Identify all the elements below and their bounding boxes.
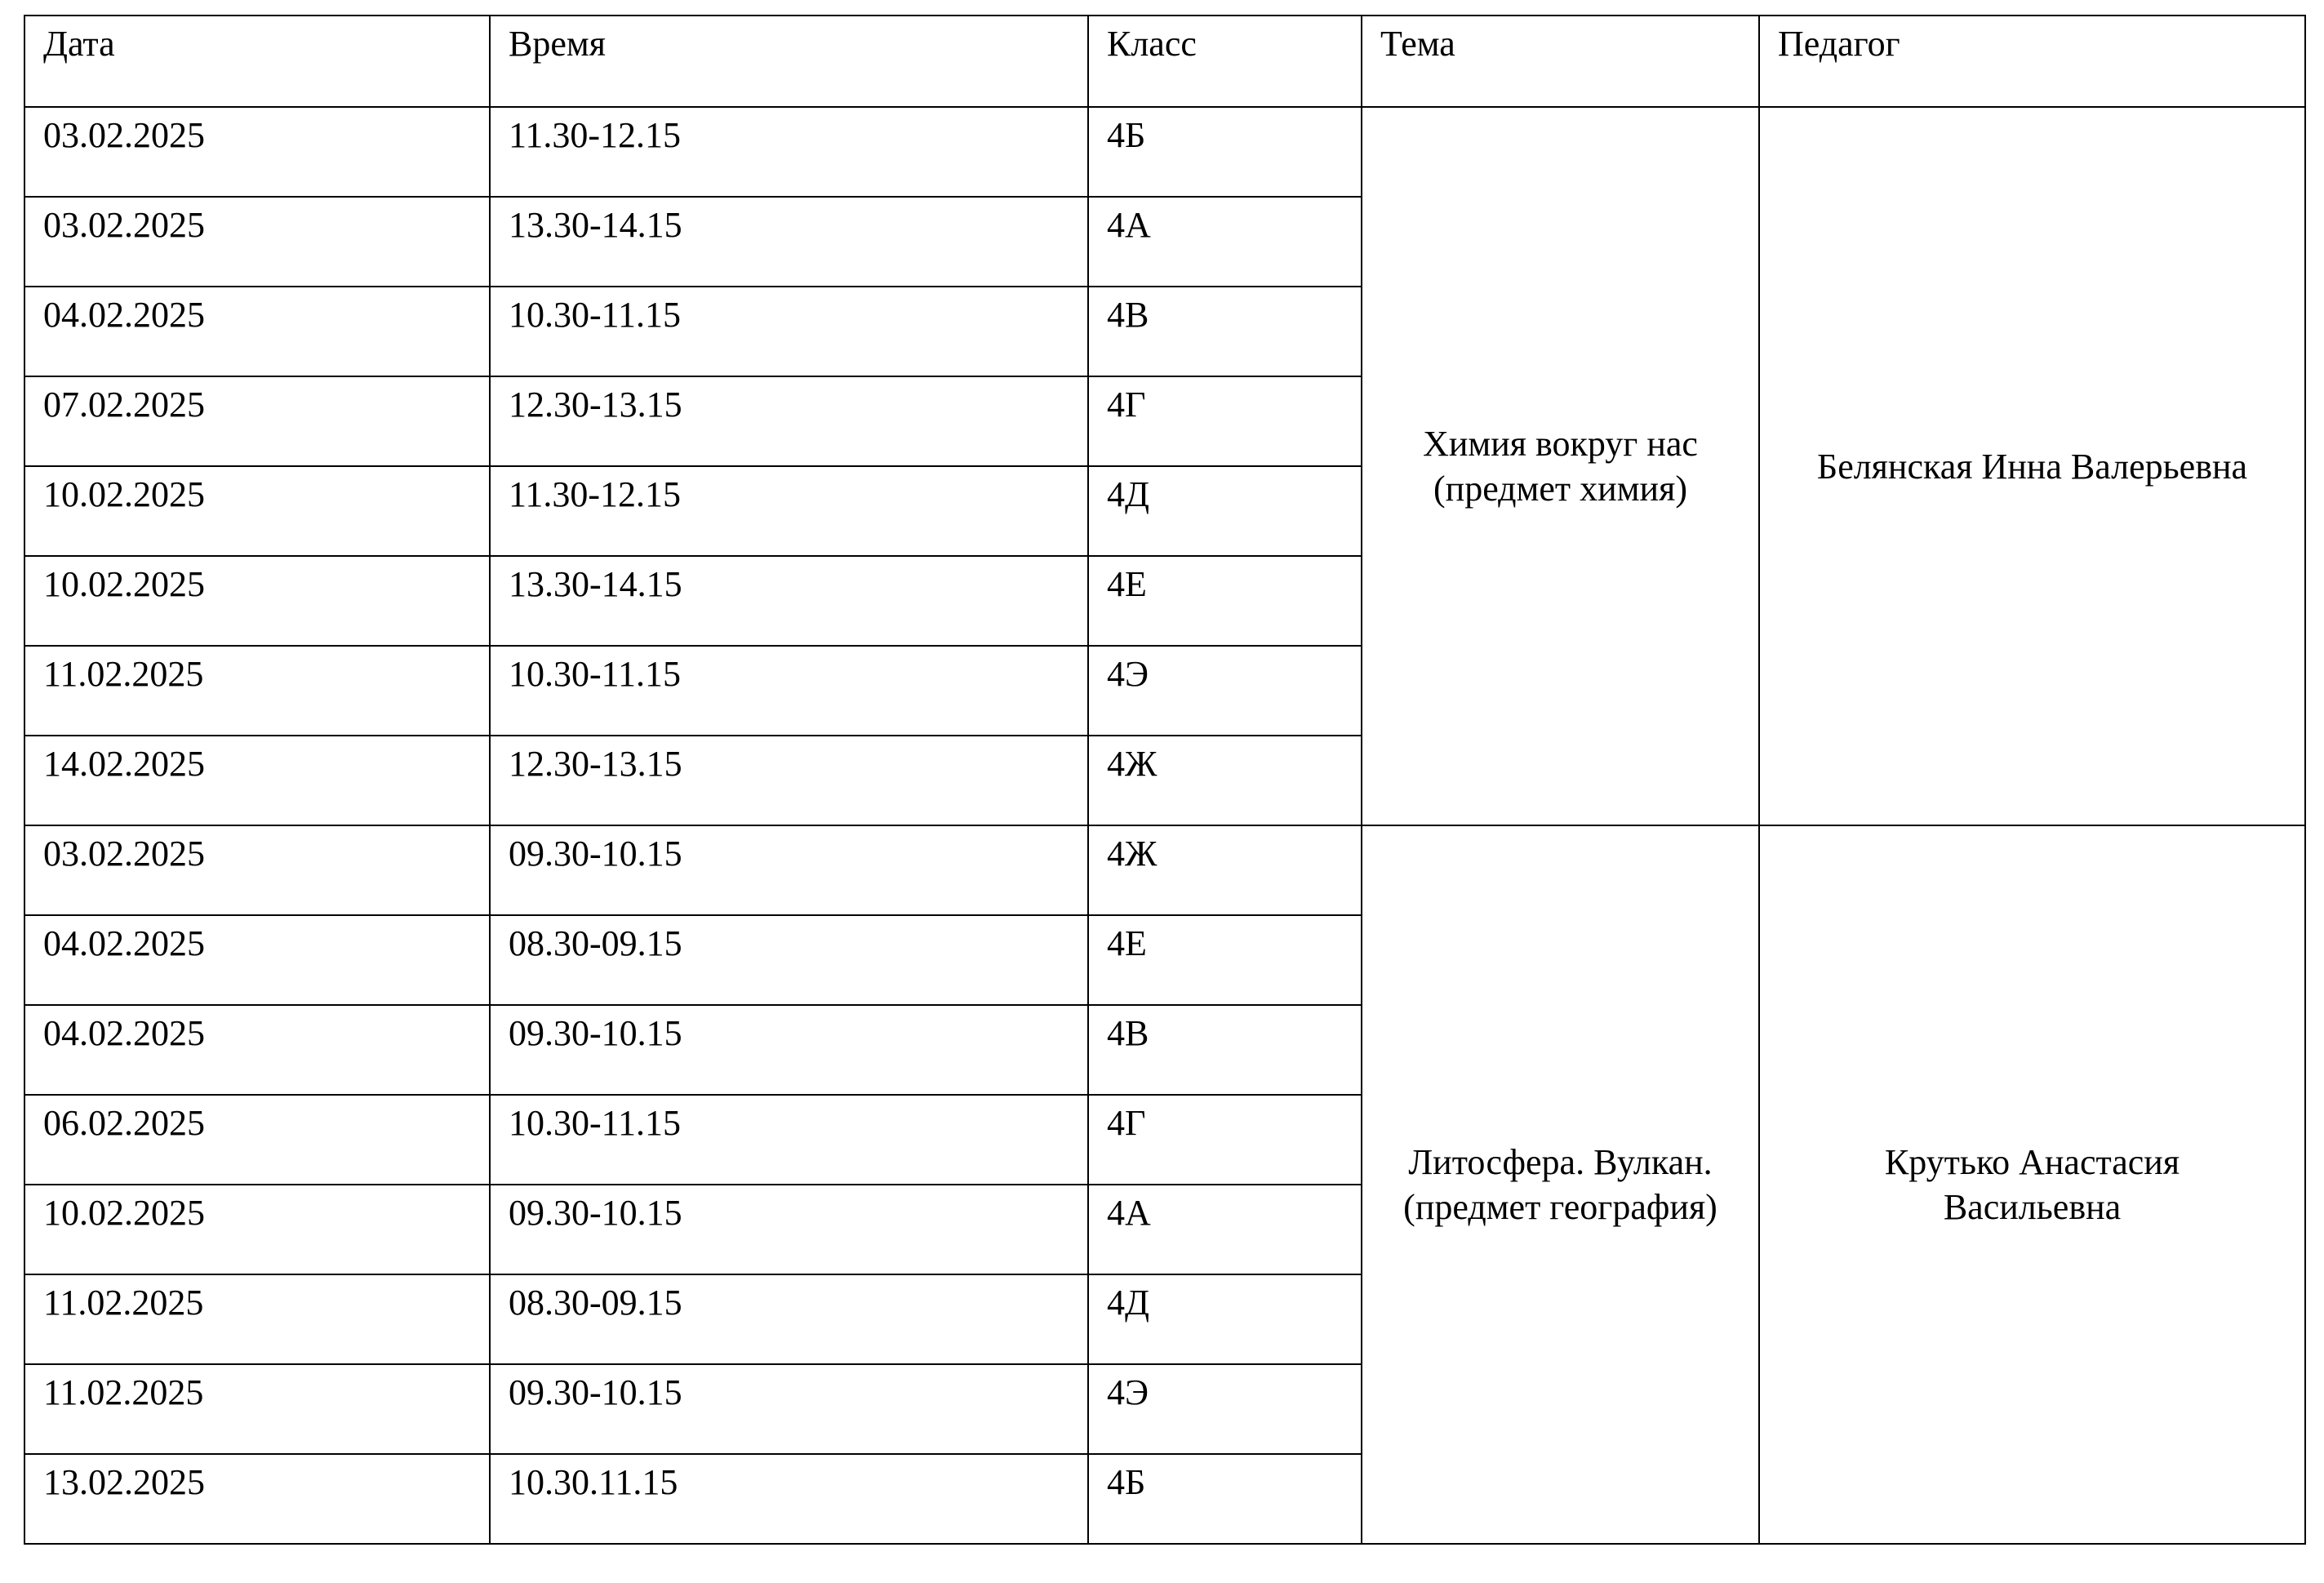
topic-line: (предмет химия): [1433, 469, 1687, 509]
topic-line: Химия вокруг нас: [1423, 424, 1698, 464]
date-cell: 11.02.2025: [24, 1364, 490, 1454]
topic-line: (предмет география): [1403, 1187, 1717, 1227]
schedule-body: [24, 107, 2305, 1544]
date-cell: 10.02.2025: [24, 556, 490, 646]
teacher-line: Крутько Анастасия: [1884, 1142, 2180, 1182]
date-cell: 04.02.2025: [24, 915, 490, 1005]
time-cell: 12.30-13.15: [490, 736, 1088, 825]
class-cell: 4А: [1088, 197, 1362, 287]
date-cell: 06.02.2025: [24, 1095, 490, 1185]
header-time: Время: [490, 16, 1088, 107]
time-cell: 10.30.11.15: [490, 1454, 1088, 1544]
class-cell: 4В: [1088, 1005, 1362, 1095]
class-cell: 4Д: [1088, 466, 1362, 556]
date-cell: 03.02.2025: [24, 825, 490, 915]
class-cell: 4Б: [1088, 1454, 1362, 1544]
header-class: Класс: [1088, 16, 1362, 107]
time-cell: 10.30-11.15: [490, 287, 1088, 376]
time-cell: 09.30-10.15: [490, 1185, 1088, 1274]
header-teacher: Педагог: [1759, 16, 2305, 107]
time-cell: 11.30-12.15: [490, 466, 1088, 556]
date-cell: 04.02.2025: [24, 1005, 490, 1095]
topic-line: Литосфера. Вулкан.: [1408, 1142, 1713, 1182]
class-cell: 4Э: [1088, 646, 1362, 736]
teacher-cell: [1759, 825, 2305, 1544]
date-cell: 07.02.2025: [24, 376, 490, 466]
class-cell: 4Г: [1088, 1095, 1362, 1185]
date-cell: 11.02.2025: [24, 1274, 490, 1364]
time-cell: 09.30-10.15: [490, 1005, 1088, 1095]
time-cell: 09.30-10.15: [490, 825, 1088, 915]
class-cell: 4Ж: [1088, 736, 1362, 825]
date-cell: 10.02.2025: [24, 1185, 490, 1274]
class-cell: 4Е: [1088, 915, 1362, 1005]
class-cell: 4А: [1088, 1185, 1362, 1274]
time-cell: 13.30-14.15: [490, 197, 1088, 287]
class-cell: 4Е: [1088, 556, 1362, 646]
class-cell: 4Д: [1088, 1274, 1362, 1364]
time-cell: 08.30-09.15: [490, 1274, 1088, 1364]
time-cell: 10.30-11.15: [490, 646, 1088, 736]
date-cell: 03.02.2025: [24, 197, 490, 287]
topic-cell: [1362, 825, 1759, 1544]
time-cell: 13.30-14.15: [490, 556, 1088, 646]
date-cell: 14.02.2025: [24, 736, 490, 825]
date-cell: 04.02.2025: [24, 287, 490, 376]
class-cell: 4В: [1088, 287, 1362, 376]
date-cell: 03.02.2025: [24, 107, 490, 197]
time-cell: 09.30-10.15: [490, 1364, 1088, 1454]
time-cell: 10.30-11.15: [490, 1095, 1088, 1185]
class-cell: 4Э: [1088, 1364, 1362, 1454]
table-row: [24, 825, 2305, 915]
time-cell: 08.30-09.15: [490, 915, 1088, 1005]
time-cell: 12.30-13.15: [490, 376, 1088, 466]
class-cell: 4Б: [1088, 107, 1362, 197]
date-cell: 11.02.2025: [24, 646, 490, 736]
time-cell: 11.30-12.15: [490, 107, 1088, 197]
header-row: [24, 16, 2305, 107]
teacher-line: Белянская Инна Валерьевна: [1816, 446, 2248, 487]
header-date: Дата: [24, 16, 490, 107]
topic-cell: [1362, 107, 1759, 825]
teacher-line: Васильевна: [1943, 1187, 2122, 1227]
class-cell: 4Ж: [1088, 825, 1362, 915]
schedule-table: [24, 15, 2306, 1545]
date-cell: 13.02.2025: [24, 1454, 490, 1544]
date-cell: 10.02.2025: [24, 466, 490, 556]
class-cell: 4Г: [1088, 376, 1362, 466]
header-topic: Тема: [1362, 16, 1759, 107]
table-row: [24, 107, 2305, 197]
teacher-cell: [1759, 107, 2305, 825]
